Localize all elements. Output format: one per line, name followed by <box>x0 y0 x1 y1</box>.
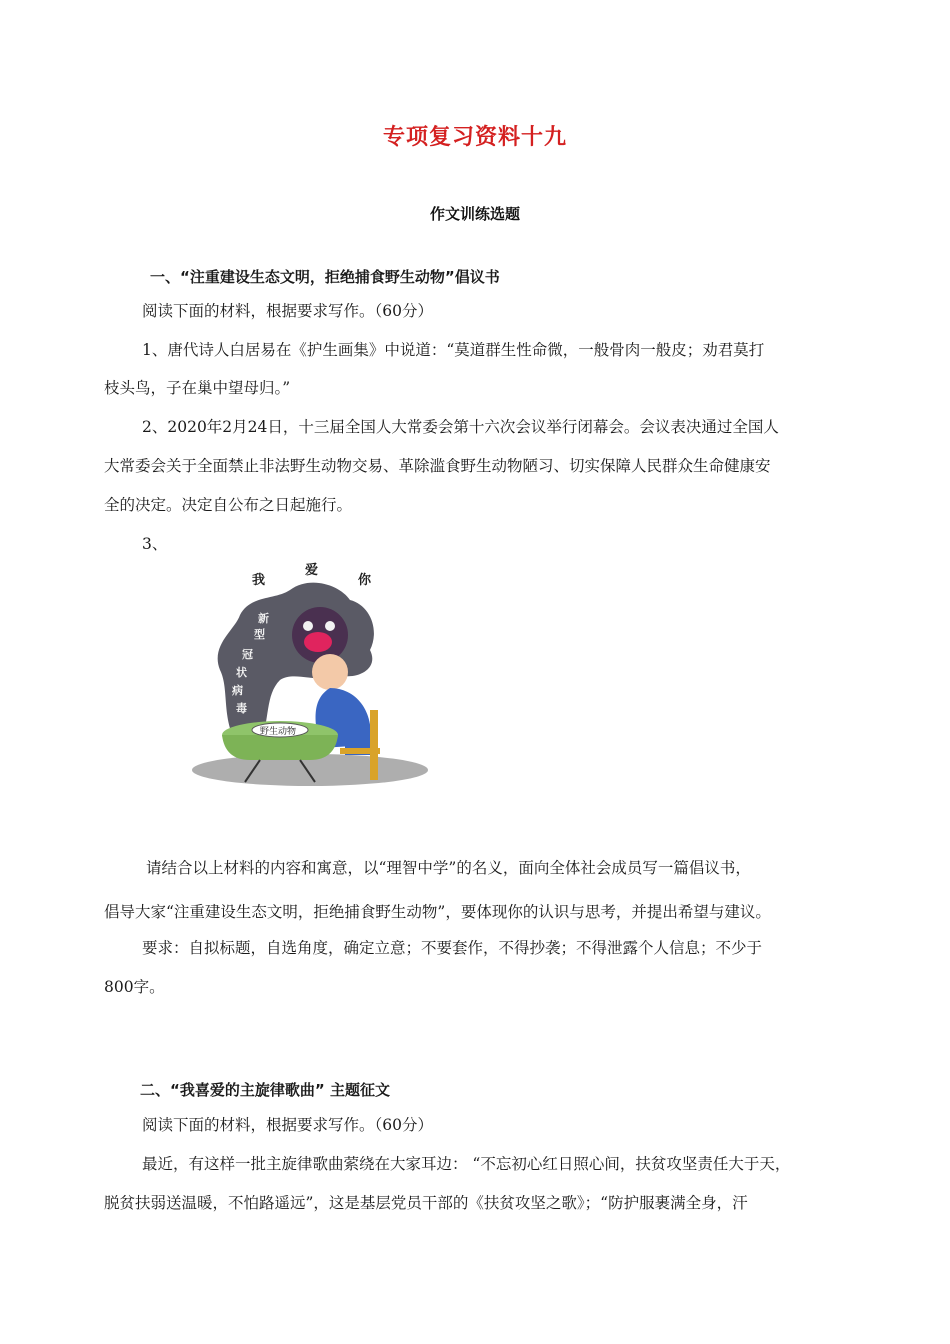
section1-intro: 阅读下面的材料，根据要求写作。（60分） <box>142 302 433 320</box>
chair <box>370 710 378 780</box>
section1-heading: 一、“注重建设生态文明，拒绝捕食野生动物”倡议书 <box>150 268 500 286</box>
section1-item3-label: 3、 <box>142 535 168 553</box>
document-subtitle: 作文训练选题 <box>429 205 520 223</box>
document-title: 专项复习资料十九 <box>382 125 567 150</box>
section1-req-line1: 要求：自拟标题，自选角度，确定立意；不要套作，不得抄袭；不得泄露个人信息；不少于 <box>142 939 763 957</box>
section1-item2-line3: 全的决定。决定自公布之日起施行。 <box>104 496 353 514</box>
virus-word-3: 冠 <box>242 648 253 661</box>
person-head <box>312 654 348 690</box>
cartoon-caption-2: 爱 <box>305 563 319 578</box>
section1-req-line2: 800字。 <box>104 978 165 996</box>
cartoon-caption-1: 我 <box>252 573 266 588</box>
virus-word-1: 新 <box>258 612 269 625</box>
section1-task-line1: 请结合以上材料的内容和寓意，以“理智中学”的名义，面向全体社会成员写一篇倡议书， <box>146 859 751 877</box>
section1-task-line2: 倡导大家“注重建设生态文明，拒绝捕食野生动物”，要体现你的认识与思考，并提出希望与建议。 <box>104 903 771 921</box>
cartoon-illustration <box>180 560 440 790</box>
section1-item1-line2: 枝头鸟，子在巢中望母归。” <box>104 379 291 397</box>
section1-item1-line1: 1、唐代诗人白居易在《护生画集》中说道：“莫道群生性命微，一般骨肉一般皮；劝君莫打 <box>142 341 765 359</box>
section2-intro: 阅读下面的材料，根据要求写作。（60分） <box>142 1116 433 1134</box>
virus-word-2: 型 <box>254 628 265 641</box>
cartoon-caption-3: 你 <box>358 573 372 588</box>
section2-para-line1: 最近，有这样一批主旋律歌曲萦绕在大家耳边： “不忘初心红日照心间，扶贫攻坚责任大于天， <box>142 1155 791 1173</box>
section1-item2-line2: 大常委会关于全面禁止非法野生动物交易、革除滥食野生动物陋习、切实保障人民群众生命健康安 <box>104 457 771 475</box>
virus-word-5: 病 <box>232 684 243 697</box>
section2-para-line2: 脱贫扶弱送温暖，不怕路遥远”，这是基层党员干部的《扶贫攻坚之歌》；“防护服裹满全身，汗 <box>104 1194 748 1212</box>
section1-item2-line1: 2、2020年2月24日，十三届全国人大常委会第十六次会议举行闭幕会。会议表决通过全国人 <box>142 418 779 436</box>
plate-label: 野生动物 <box>260 727 297 737</box>
virus-word-6: 毒 <box>236 702 247 715</box>
section2-heading: 二、“我喜爱的主旋律歌曲” 主题征文 <box>140 1081 390 1099</box>
virus-word-4: 状 <box>236 666 247 679</box>
virus-mouth <box>304 632 332 652</box>
